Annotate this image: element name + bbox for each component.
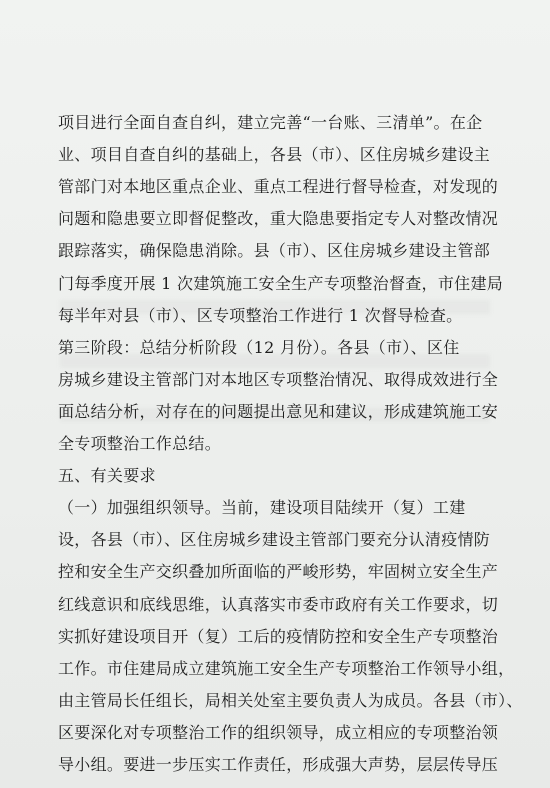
text-line: 管部门对本地区重点企业、重点工程进行督导检查，对发现的 — [58, 177, 499, 197]
text-line: 实抓好建设项目开（复）工后的疫情防控和安全生产专项整治 — [58, 626, 499, 646]
text-line: 设，各县（市）、区住房城乡建设主管部门要充分认清疫情防 — [58, 530, 491, 550]
text-line: 房城乡建设主管部门对本地区专项整治情况、取得成效进行全 — [58, 369, 499, 389]
text-line: 每半年对县（市）、区专项整治工作进行 1 次督导检查。 — [58, 305, 463, 325]
text-line: 第三阶段：总结分析阶段（12 月份）。各县（市）、区住 — [58, 337, 460, 357]
text-line: 面总结分析，对存在的问题提出意见和建议，形成建筑施工安 — [58, 401, 499, 421]
text-line: 红线意识和底线思维，认真落实市委市政府有关工作要求，切 — [58, 594, 499, 614]
text-line: 跟踪落实，确保隐患消除。县（市）、区住房城乡建设主管部 — [58, 241, 491, 261]
text-line: 门每季度开展 1 次建筑施工安全生产专项整治督查，市住建局 — [58, 273, 504, 293]
section-heading: 五、有关要求 — [58, 466, 156, 486]
text-line: 业、项目自查自纠的基础上，各县（市）、区住房城乡建设主 — [58, 145, 491, 165]
text-line: 区要深化对专项整治工作的组织领导，成立相应的专项整治领 — [58, 722, 499, 742]
text-line: 由主管局长任组长，局相关处室主要负责人为成员。各县（市）、 — [58, 690, 523, 710]
text-line: 全专项整治工作总结。 — [58, 434, 222, 453]
text-line: 控和安全生产交织叠加所面临的严峻形势，牢固树立安全生产 — [58, 562, 499, 582]
text-line: （一）加强组织领导。当前，建设项目陆续开（复）工建 — [58, 498, 466, 518]
text-line: 问题和隐患要立即督促整改，重大隐患要指定专人对整改情况 — [58, 209, 499, 229]
text-line: 导小组。要进一步压实工作责任，形成强大声势，层层传导压 — [58, 755, 499, 774]
text-line: 项目进行全面自查自纠，建立完善“一台账、三清单”。在企 — [58, 113, 483, 132]
text-line: 工作。市住建局成立建筑施工安全生产专项整治工作领导小组， — [58, 658, 515, 678]
